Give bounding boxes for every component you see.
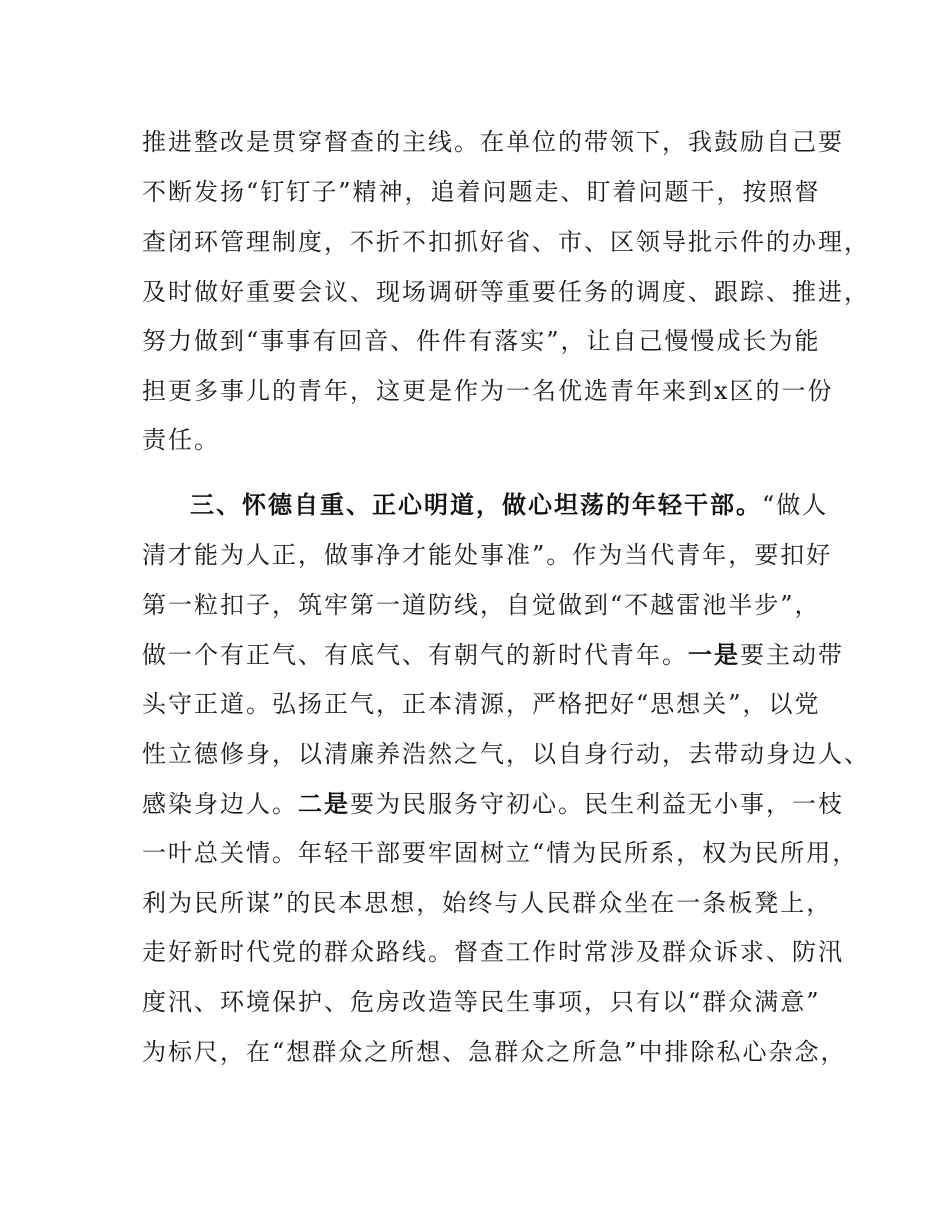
text-line: 走好新时代党的群众路线。督查工作时常涉及群众诉求、防汛: [142, 938, 844, 966]
text-span: 感染身边人。: [142, 790, 298, 818]
section-heading-line: [190, 487, 828, 523]
text-line: 为标尺，在“想群众之所想、急群众之所急”中排除私心杂念，: [142, 1038, 847, 1066]
text-line: 努力做到“事事有回音、件件有落实”，让自己慢慢成长为能: [142, 327, 821, 355]
text-line: 第一粒扣子，筑牢第一道防线，自觉做到“不越雷池半步”，: [142, 591, 821, 619]
text-line: 清才能为人正，做事净才能处事准”。作为当代青年，要扣好: [142, 541, 833, 569]
text-line: 及时做好重要会议、现场调研等重要任务的调度、跟踪、推进，: [142, 278, 870, 306]
text-line: 查闭环管理制度，不折不扣抓好省、市、区领导批示件的办理，: [142, 228, 870, 256]
text-line: 担更多事儿的青年，这更是作为一名优选青年来到x区的一份: [142, 377, 834, 405]
text-line: 度汛、环境保护、危房改造等民生事项，只有以“群众满意”: [142, 988, 821, 1016]
text-line: 一叶总关情。年轻干部要牢固树立“情为民所系，权为民所用，: [142, 839, 859, 867]
text-span: “做人: [762, 491, 829, 519]
text-line: 责任。: [142, 426, 220, 454]
text-line: 推进整改是贯穿督查的主线。在单位的带领下，我鼓励自己要: [142, 128, 844, 156]
emphasis-text: 二是: [298, 790, 350, 818]
text-line: 性立德修身，以清廉养浩然之气，以自身行动，去带动身边人、: [142, 740, 870, 768]
text-span: 做一个有正气、有底气、有朝气的新时代青年。: [142, 641, 688, 669]
text-line: 不断发扬“钉钉子”精神，追着问题走、盯着问题干，按照督: [142, 178, 821, 206]
text-line: [142, 637, 844, 673]
emphasis-text: 一是: [688, 641, 740, 669]
text-span: 要主动带: [740, 641, 844, 669]
text-span: 要为民服务守初心。民生利益无小事，一枝: [350, 790, 844, 818]
text-line: 头守正道。弘扬正气，正本清源，严格把好“思想关”，以党: [142, 690, 821, 718]
text-line: 利为民所谋”的民本思想，始终与人民群众坐在一条板凳上，: [142, 889, 833, 917]
text-line: [142, 786, 844, 822]
section-heading: 三、怀德自重、正心明道，做心坦荡的年轻干部。: [190, 491, 762, 519]
